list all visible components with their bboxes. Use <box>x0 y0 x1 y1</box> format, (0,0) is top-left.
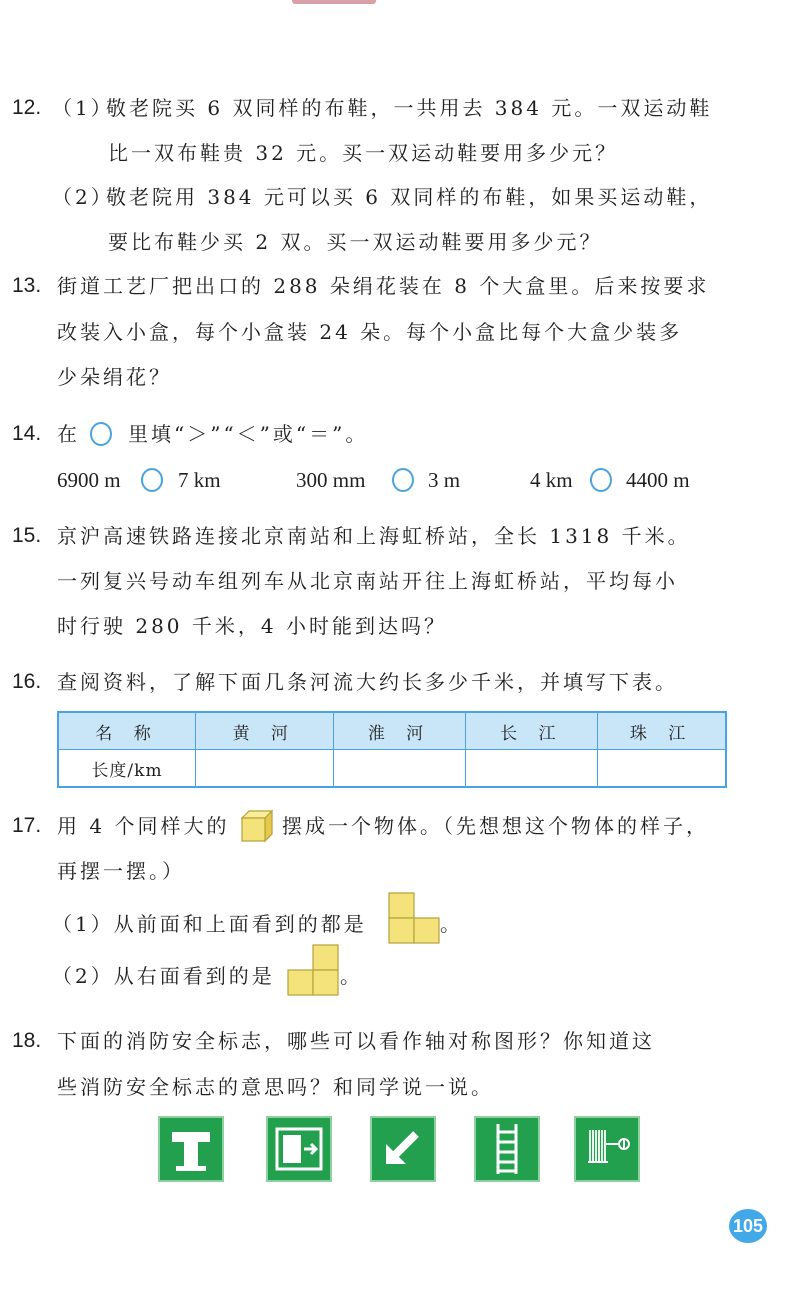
q17-line1-a: 用 4 个同样大的 <box>57 814 230 838</box>
q14-item2-left: 300 mm <box>296 468 366 492</box>
table-row-label: 长度/km <box>58 750 196 788</box>
q15-line3: 时行驶 280 千米，4 小时能到达吗？ <box>57 614 447 638</box>
q14-item3-left: 4 km <box>530 468 573 492</box>
q14-item2-answer[interactable] <box>392 468 414 492</box>
exit-door-icon <box>266 1116 332 1182</box>
q17-number: 17. <box>12 814 42 837</box>
q14-number: 14. <box>12 422 42 445</box>
q12-part1-label: （1） <box>52 96 114 120</box>
q17-part1: （1）从前面和上面看到的都是 <box>52 912 367 936</box>
front-top-view-figure <box>388 892 440 944</box>
q12-part2-line2: 要比布鞋少买 2 双。买一双运动鞋要用多少元？ <box>108 230 603 254</box>
page-number: 105 <box>729 1209 767 1243</box>
q14-item1-right: 7 km <box>178 468 221 492</box>
q17-part2: （2）从右面看到的是 <box>52 964 275 988</box>
length-input-cell[interactable] <box>598 750 726 788</box>
q12-number: 12. <box>12 96 42 119</box>
q15-line1: 京沪高速铁路连接北京南站和上海虹桥站，全长 1318 千米。 <box>57 524 691 548</box>
q13-line3: 少朵绢花？ <box>57 365 172 389</box>
q17-part2-end: 。 <box>340 964 363 988</box>
q17-line1-b: 摆成一个物体。（先想想这个物体的样子， <box>282 814 709 838</box>
table-header-cell: 珠 江 <box>598 712 726 750</box>
hydrant-icon <box>158 1116 224 1182</box>
q16-line1: 查阅资料，了解下面几条河流大约长多少千米，并填写下表。 <box>57 670 678 694</box>
table-header-row <box>58 712 726 750</box>
q12-part2-label: （2） <box>52 185 114 209</box>
arrow-down-left-icon <box>370 1116 436 1182</box>
q14-item3-right: 4400 m <box>626 468 690 492</box>
river-length-table <box>57 711 727 788</box>
q14-item1-left: 6900 m <box>57 468 121 492</box>
q14-item2-right: 3 m <box>428 468 461 492</box>
q13-line1: 街道工艺厂把出口的 288 朵绢花装在 8 个大盒里。后来按要求 <box>57 274 710 298</box>
q12-part1-line1: 敬老院买 6 双同样的布鞋，一共用去 384 元。一双运动鞋 <box>106 96 713 120</box>
length-input-cell[interactable] <box>466 750 598 788</box>
q18-line2: 些消防安全标志的意思吗？和同学说一说。 <box>57 1075 494 1099</box>
table-header-cell: 名 称 <box>58 712 196 750</box>
q16-number: 16. <box>12 670 42 693</box>
q17-part1-end: 。 <box>440 912 463 936</box>
top-tab-decoration <box>292 0 376 4</box>
q12-part1-line2: 比一双布鞋贵 32 元。买一双运动鞋要用多少元？ <box>108 141 619 165</box>
q15-line2: 一列复兴号动车组列车从北京南站开往上海虹桥站，平均每小 <box>57 569 678 593</box>
q18-number: 18. <box>12 1029 42 1052</box>
q14-instruction-a: 在 <box>57 422 80 446</box>
table-header-cell: 淮 河 <box>333 712 466 750</box>
q17-line2: 再摆一摆。） <box>57 859 185 883</box>
q14-item1-answer[interactable] <box>141 468 163 492</box>
q18-line1: 下面的消防安全标志，哪些可以看作轴对称图形？你知道这 <box>57 1029 655 1053</box>
length-input-cell[interactable] <box>333 750 466 788</box>
ladder-icon <box>474 1116 540 1182</box>
answer-circle-icon <box>90 422 112 446</box>
q15-number: 15. <box>12 524 42 547</box>
right-view-figure <box>287 944 339 996</box>
q12-part2-line1: 敬老院用 384 元可以买 6 双同样的布鞋，如果买运动鞋， <box>106 185 713 209</box>
q13-number: 13. <box>12 274 42 297</box>
length-input-cell[interactable] <box>196 750 334 788</box>
table-header-cell: 黄 河 <box>196 712 334 750</box>
table-header-cell: 长 江 <box>466 712 598 750</box>
hose-reel-icon <box>574 1116 640 1182</box>
cube-icon <box>239 808 275 844</box>
q13-line2: 改装入小盒，每个小盒装 24 朵。每个小盒比每个大盒少装多 <box>57 320 683 344</box>
q14-instruction-b: 里填“＞”“＜”或“＝”。 <box>128 422 369 446</box>
q14-item3-answer[interactable] <box>590 468 612 492</box>
table-row <box>58 750 726 788</box>
